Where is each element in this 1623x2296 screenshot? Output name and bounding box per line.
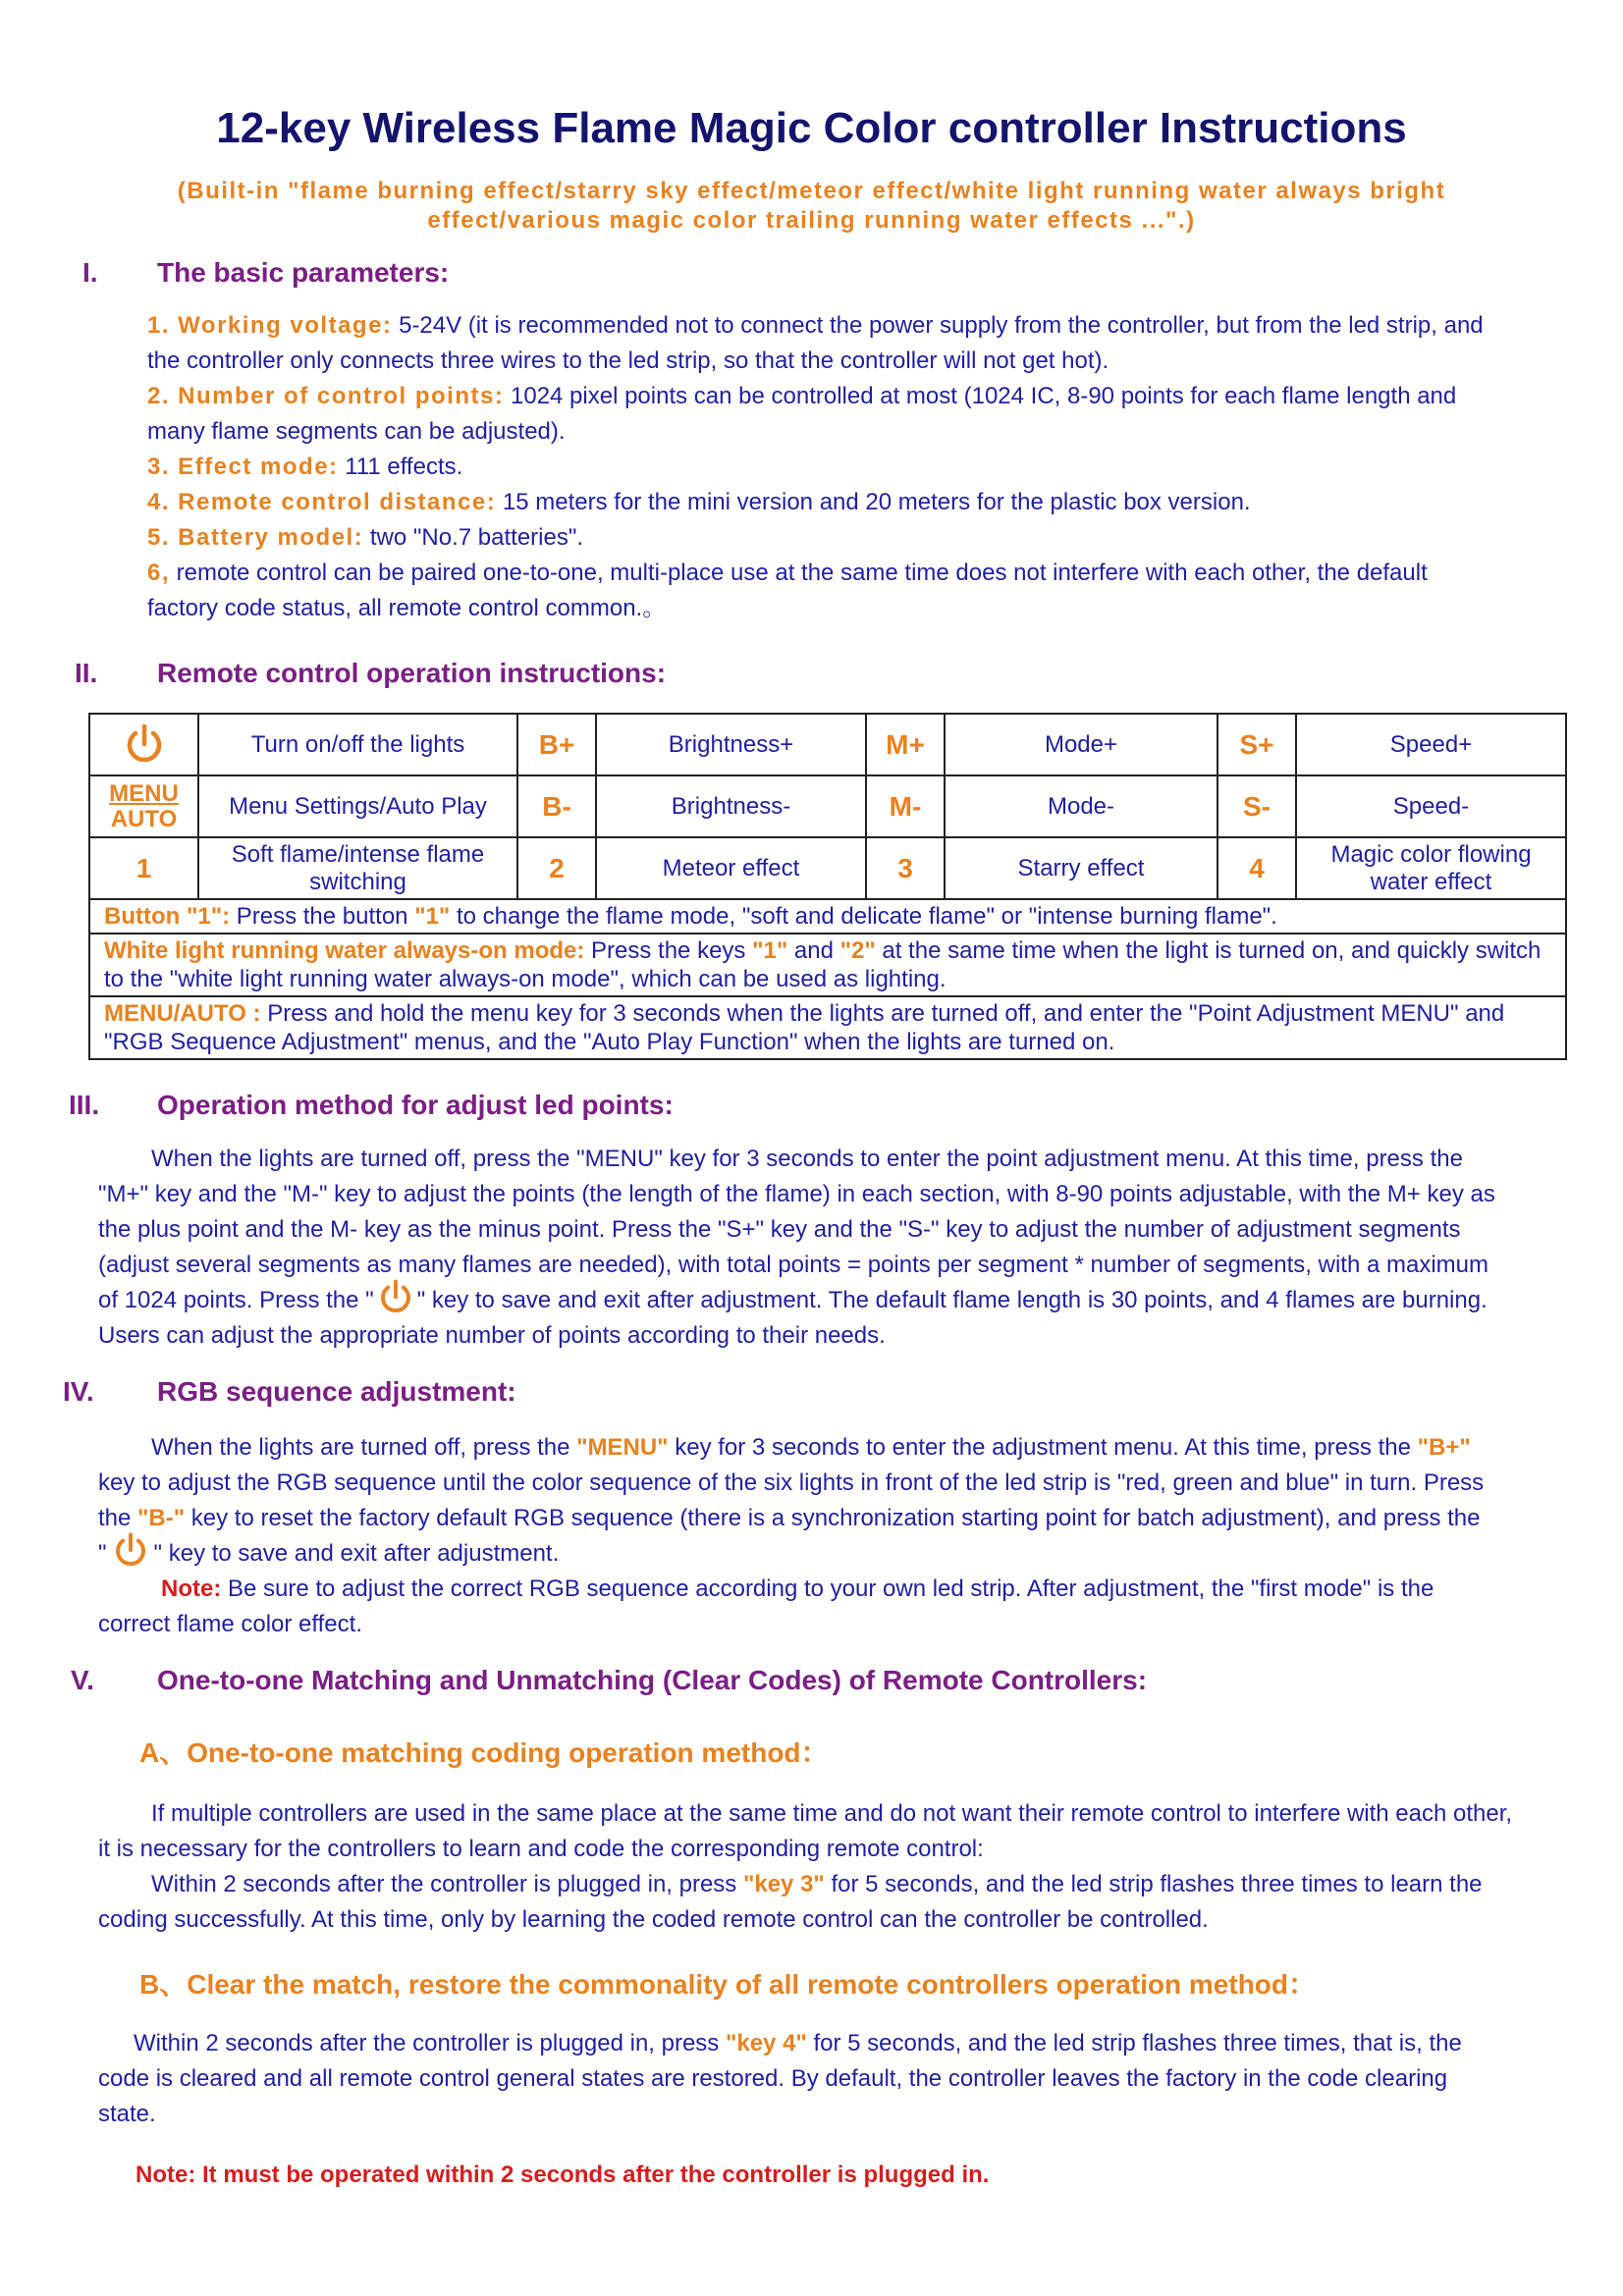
param-item: 1. Working voltage: 5-24V (it is recommended not to connect the power supply from the controller, but from the led strip, and (147, 312, 1484, 339)
rgb-sequence-instructions: When the lights are turned off, press the "MENU" key for 3 seconds to enter the adjustment menu. At this time, press the "B+" key to adjust the RGB sequence until the color sequence of the six lights in front of the led strip is "red, green and blue" in turn. Press the "B-" key to reset the factory default RGB sequence (there is a synchronization starting point for batch adjustment), and press the " " key to save and exit after adjustment. Note: Be sure to adjust the correct RGB sequence according to your own led strip. After adjustment, the "first mode" is the correct flame color effect. (98, 1434, 1485, 1637)
key-2: 2 (517, 837, 596, 899)
key-b-minus: B- (517, 775, 596, 837)
section-5-number: V. (71, 1665, 94, 1695)
param-item: 6, remote control can be paired one-to-one, multi-place use at the same time does not interfere with each other, the default (147, 560, 1428, 586)
section-1-number: I. (82, 257, 98, 288)
power-icon (376, 1278, 415, 1317)
note-label: Note: (161, 1575, 222, 1602)
param-item: 3. Effect mode: 111 effects. (147, 454, 463, 480)
param-item: 4. Remote control distance: 15 meters for the mini version and 20 meters for the plastic box version. (147, 489, 1251, 515)
key-m-minus: M- (866, 775, 945, 837)
section-4-number: IV. (63, 1376, 94, 1407)
param-item-cont: factory code status, all remote control common.。 (147, 595, 667, 621)
table-row (89, 996, 1566, 1059)
section-5-title: One-to-one Matching and Unmatching (Clear Codes) of Remote Controllers: (157, 1665, 1148, 1695)
led-points-instructions: When the lights are turned off, press the "MENU" key for 3 seconds to enter the point adjustment menu. At this time, press the "M+" key and the "M-" key to adjust the points (the length of the flame) in each section, with 8-90 points adjustable, with the M+ key as the plus point and the M- key as the minus point. Press the "S+" key and the "S-" key to adjust the number of adjustment segments (adjust several segments as many flames are needed), with total points = points per segment * number of segments, with a maximum of 1024 points. Press the " " key to save and exit after adjustment. The default flame length is 30 points, and 4 flames are burning. Users can adjust the appropriate number of points according to their needs. (98, 1146, 1495, 1349)
param-item-cont: the controller only connects three wires to the led strip, so that the controller will not get hot). (147, 347, 1109, 374)
menu-auto-key: MENU AUTO (89, 775, 198, 837)
power-key-cell (89, 714, 198, 775)
section-2-number: II. (75, 658, 98, 688)
subsection-a-title: A、One-to-one matching coding operation method： (139, 1737, 829, 1768)
section-3-title: Operation method for adjust led points: (157, 1090, 674, 1120)
key-b-plus: B+ (517, 714, 596, 775)
param-item: 2. Number of control points: 1024 pixel points can be controlled at most (1024 IC, 8-90 points for each flame length and (147, 383, 1457, 409)
key-m-plus: M+ (866, 714, 945, 775)
section-1-title: The basic parameters: (157, 257, 450, 288)
section-2-title: Remote control operation instructions: (157, 658, 667, 688)
section-3-number: III. (69, 1090, 100, 1120)
final-warning-note: Note: It must be operated within 2 seconds after the controller is plugged in. (135, 2162, 990, 2188)
key-s-minus: S- (1217, 775, 1296, 837)
table-row: Turn on/off the lights B+ Brightness+ M+ Mode+ S+ Speed+ (89, 714, 1566, 775)
table-row (89, 899, 1566, 934)
key-3: 3 (866, 837, 945, 899)
key-s-plus: S+ (1217, 714, 1296, 775)
basic-parameters-list (147, 308, 1571, 626)
key-function-table (88, 713, 1567, 1060)
white-light-mode-note: White light running water always-on mode: Press the keys "1" and "2" at the same time when the light is turned on, and quickly switch to the "white light running water always-on mode", which can be used as lighting. (89, 934, 1566, 996)
clear-match-instructions: Within 2 seconds after the controller is plugged in, press "key 4" for 5 seconds, and the led strip flashes three times, that is, the code is cleared and all remote control general states are restored. By default, the controller leaves the factory in the code clearing state. (98, 2030, 1462, 2127)
table-row (89, 934, 1566, 996)
key-4: 4 (1217, 837, 1296, 899)
power-icon (111, 1531, 150, 1571)
subsection-b-title: B、Clear the match, restore the commonality of all remote controllers operation method： (139, 1969, 1317, 2000)
page-title: 12-key Wireless Flame Magic Color controller Instructions (216, 104, 1407, 152)
key-1: 1 (89, 837, 198, 899)
page-subtitle: (Built-in "flame burning effect/starry sky effect/meteor effect/white light running water always bright effect/various magic color trailing running water effects ...".) (177, 178, 1446, 234)
param-item-cont: many flame segments can be adjusted). (147, 418, 566, 445)
menu-auto-note: MENU/AUTO : Press and hold the menu key for 3 seconds when the lights are turned off, and enter the "Point Adjustment MENU" and "RGB Sequence Adjustment" menus, and the "Auto Play Function" when the lights are turned on. (89, 996, 1566, 1059)
param-item: 5. Battery model: two "No.7 batteries". (147, 524, 584, 551)
matching-instructions: If multiple controllers are used in the same place at the same time and do not want their remote control to interfere with each other, it is necessary for the controllers to learn and code the corresponding remote control: Within 2 seconds after the controller is plugged in, press "key 3" for 5 seconds, and the led strip flashes three times to learn the coding successfully. At this time, only by learning the coded remote control can the controller be controlled. (98, 1800, 1513, 1933)
table-row: MENU AUTO Menu Settings/Auto Play B- Brightness- M- Mode- S- Speed- (89, 775, 1566, 837)
button-1-note: Button "1": Press the button "1" to change the flame mode, "soft and delicate flame" or "intense burning flame". (89, 899, 1566, 934)
section-4-title: RGB sequence adjustment: (157, 1376, 516, 1407)
table-row: 1 Soft flame/intense flame switching 2 Meteor effect 3 Starry effect 4 Magic color flowing water effect (89, 837, 1566, 899)
power-icon (123, 722, 166, 768)
